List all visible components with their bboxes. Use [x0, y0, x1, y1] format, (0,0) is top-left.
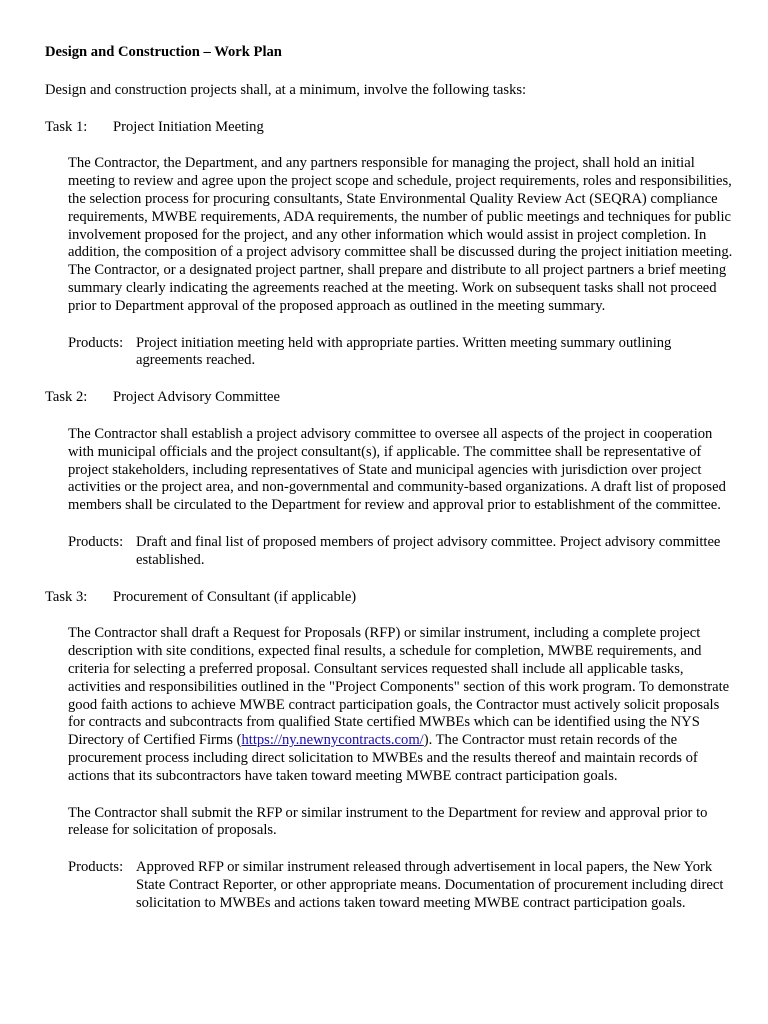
task-2-number: Task 2:: [45, 389, 88, 406]
task-2-paragraph: The Contractor shall establish a project advisory committee to oversee all aspects of the project in cooperation with municipal officials and the project consultant(s), if applicable. The committee shall be representative of project stakeholders, including representatives of State and municipal agencies with jurisdiction over project activities or the project area, and non-governmental and community-based organizations. A draft list of proposed members shall be circulated to the Department for review and approval prior to establishment of the committee.: [68, 425, 726, 514]
task-3-paragraph-part1: The Contractor shall draft a Request for Proposals (RFP) or similar instrument, including a complete project description with site conditions, expected final results, a schedule for completion, MWBE requirements, and criteria for selecting a preferred proposal. Consultant services requested shall include all applicable tasks, activities and responsibilities outlined in the "Project Components" section of this work program. To demonstrate good faith actions to achieve MWBE contract participation goals, the Contractor must actively solicit proposals for contracts and subcontracts from qualified State certified MWBEs which can be identified using the NYS Directory of Certified Firms (: [68, 625, 730, 749]
task-1-number: Task 1:: [45, 118, 88, 135]
task-1-products-text: Project initiation meeting held with appropriate parties. Written meeting summary outlining agreements reached.: [136, 334, 672, 369]
task-2-products-text: Draft and final list of proposed members of project advisory committee. Project advisory committee established.: [136, 533, 721, 568]
task-2-products: [68, 534, 735, 570]
nys-directory-link[interactable]: https://ny.newnycontracts.com/: [241, 732, 424, 749]
task-3-heading: [45, 589, 735, 607]
task-3-products-text: Approved RFP or similar instrument released through advertisement in local papers, the New York State Contract Reporter, or other appropriate means. Documentation of procurement including direct solicitation to MWBEs and actions taken toward meeting MWBE contract participation goals.: [136, 859, 724, 911]
document-title: Design and Construction – Work Plan: [45, 44, 282, 60]
products-label: Products:: [68, 533, 124, 550]
task-3-paragraph: [68, 625, 735, 785]
task-1-paragraph: The Contractor, the Department, and any partners responsible for managing the project, shall hold an initial meeting to review and agree upon the project scope and schedule, project requirements, roles and responsibilities, the selection process for procuring consultants, State Environmental Quality Review Act (SEQRA) compliance requirements, MWBE requirements, ADA requirements, the number of public meetings and techniques for public involvement proposed for the project, and any other information which would assist in project completion. In addition, the composition of a project advisory committee shall be discussed during the project initiation meeting. The Contractor, or a designated project partner, shall prepare and distribute to all project partners a brief meeting summary clearly indicating the agreements reached at the meeting. Work on subsequent tasks shall not proceed prior to Department approval of the proposed approach as outlined in the meeting summary.: [68, 155, 733, 314]
products-label: Products:: [68, 334, 124, 351]
task-3-paragraph-part2: ). The Contractor must retain records of the procurement process including direct solicitation to MWBEs and the results thereof and maintain records of actions that its subcontractors have taken toward meeting MWBE contract participation goals.: [68, 732, 698, 784]
task-1-heading: [45, 119, 735, 137]
task-3-name: Procurement of Consultant (if applicable): [113, 588, 357, 605]
task-1-name: Project Initiation Meeting: [113, 118, 264, 135]
task-3-products: [68, 859, 735, 912]
intro-text: Design and construction projects shall, at a minimum, involve the following tasks:: [45, 81, 527, 98]
document-page: [45, 44, 735, 931]
products-label: Products:: [68, 859, 124, 876]
task-3-paragraph-2: The Contractor shall submit the RFP or similar instrument to the Department for review and approval prior to release for solicitation of proposals.: [68, 804, 708, 839]
task-2-name: Project Advisory Committee: [113, 389, 281, 406]
task-2-heading: [45, 389, 735, 407]
task-1-products: [68, 335, 735, 371]
task-3-number: Task 3:: [45, 588, 88, 605]
